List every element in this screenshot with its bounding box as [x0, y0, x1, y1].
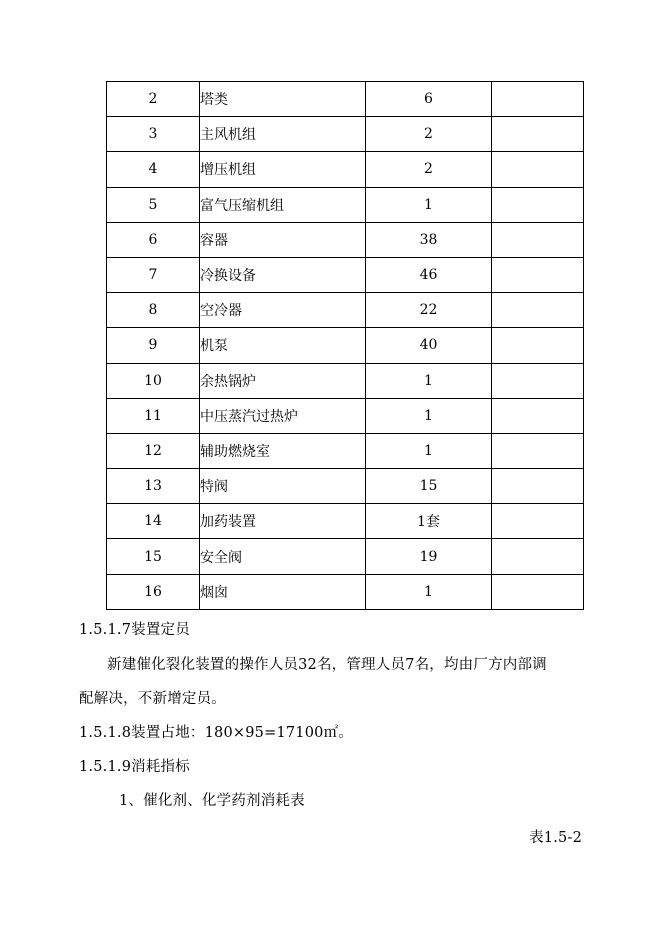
equipment-name: 加药装置	[200, 504, 366, 539]
row-number: 12	[107, 433, 200, 468]
equipment-note	[492, 117, 584, 152]
equipment-note	[492, 433, 584, 468]
equipment-name: 塔类	[200, 82, 366, 117]
equipment-quantity: 1套	[366, 504, 492, 539]
equipment-quantity: 40	[366, 328, 492, 363]
equipment-note	[492, 187, 584, 222]
table-row	[107, 504, 584, 539]
row-number: 11	[107, 398, 200, 433]
table-row	[107, 257, 584, 292]
row-number: 8	[107, 293, 200, 328]
equipment-note	[492, 152, 584, 187]
section-heading-consumption: 1.5.1.9消耗指标	[79, 759, 190, 775]
equipment-quantity: 6	[366, 82, 492, 117]
equipment-name: 空冷器	[200, 293, 366, 328]
staffing-paragraph-line-1: 新建催化裂化装置的操作人员32名，管理人员7名，均由厂方内部调	[107, 657, 547, 673]
equipment-quantity: 2	[366, 117, 492, 152]
table-row	[107, 152, 584, 187]
equipment-note	[492, 257, 584, 292]
equipment-note	[492, 293, 584, 328]
row-number: 15	[107, 539, 200, 574]
equipment-quantity: 1	[366, 398, 492, 433]
equipment-quantity: 1	[366, 187, 492, 222]
table-row	[107, 363, 584, 398]
row-number: 4	[107, 152, 200, 187]
row-number: 3	[107, 117, 200, 152]
table-row	[107, 433, 584, 468]
table-row	[107, 539, 584, 574]
equipment-note	[492, 574, 584, 609]
row-number: 13	[107, 469, 200, 504]
table-row	[107, 293, 584, 328]
table-row	[107, 82, 584, 117]
equipment-name: 富气压缩机组	[200, 187, 366, 222]
equipment-quantity: 2	[366, 152, 492, 187]
section-heading-land-area: 1.5.1.8装置占地：180×95=17100㎡。	[79, 725, 353, 741]
equipment-quantity: 1	[366, 363, 492, 398]
equipment-quantity: 46	[366, 257, 492, 292]
consumption-list-item: 1、催化剂、化学药剂消耗表	[119, 793, 305, 809]
equipment-name: 特阀	[200, 469, 366, 504]
equipment-note	[492, 504, 584, 539]
equipment-name: 机泵	[200, 328, 366, 363]
table-row	[107, 117, 584, 152]
equipment-note	[492, 82, 584, 117]
equipment-note	[492, 328, 584, 363]
equipment-note	[492, 222, 584, 257]
row-number: 2	[107, 82, 200, 117]
table-row	[107, 222, 584, 257]
equipment-name: 容器	[200, 222, 366, 257]
table-row	[107, 469, 584, 504]
table-row	[107, 574, 584, 609]
equipment-quantity: 38	[366, 222, 492, 257]
equipment-name: 主风机组	[200, 117, 366, 152]
equipment-note	[492, 469, 584, 504]
row-number: 10	[107, 363, 200, 398]
equipment-name: 辅助燃烧室	[200, 433, 366, 468]
equipment-note	[492, 363, 584, 398]
equipment-note	[492, 398, 584, 433]
section-heading-staffing: 1.5.1.7装置定员	[79, 622, 190, 638]
staffing-paragraph-line-2: 配解决，不新增定员。	[79, 691, 226, 707]
row-number: 5	[107, 187, 200, 222]
equipment-name: 安全阀	[200, 539, 366, 574]
equipment-name: 烟囱	[200, 574, 366, 609]
row-number: 6	[107, 222, 200, 257]
table-caption-reference: 表1.5-2	[529, 830, 582, 846]
equipment-name: 中压蒸汽过热炉	[200, 398, 366, 433]
equipment-name: 余热锅炉	[200, 363, 366, 398]
equipment-quantity: 15	[366, 469, 492, 504]
equipment-quantity: 22	[366, 293, 492, 328]
row-number: 16	[107, 574, 200, 609]
equipment-name: 冷换设备	[200, 257, 366, 292]
equipment-quantity: 19	[366, 539, 492, 574]
equipment-table-body	[107, 82, 584, 610]
equipment-note	[492, 539, 584, 574]
equipment-name: 增压机组	[200, 152, 366, 187]
equipment-quantity: 1	[366, 574, 492, 609]
table-row	[107, 328, 584, 363]
table-row	[107, 187, 584, 222]
row-number: 14	[107, 504, 200, 539]
table-row	[107, 398, 584, 433]
row-number: 9	[107, 328, 200, 363]
equipment-table	[106, 81, 584, 610]
equipment-quantity: 1	[366, 433, 492, 468]
row-number: 7	[107, 257, 200, 292]
